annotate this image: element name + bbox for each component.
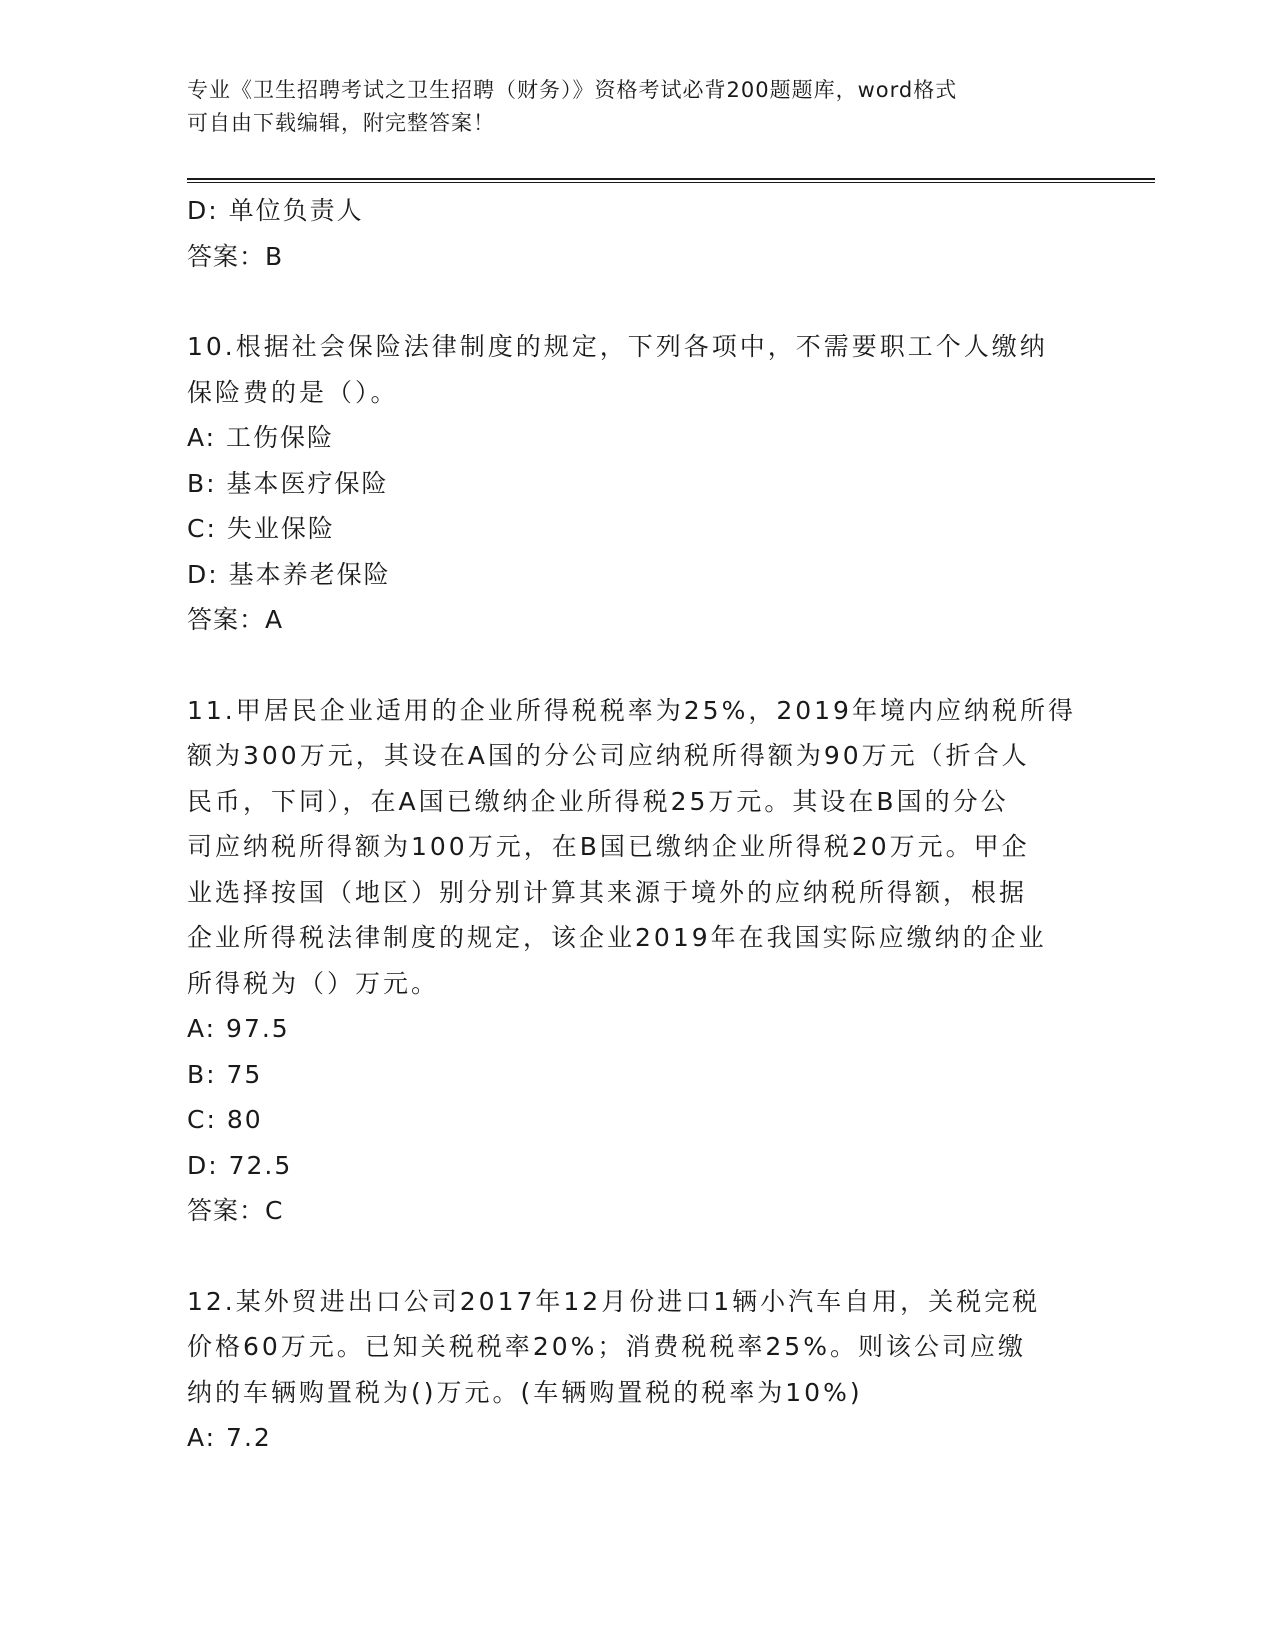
page-header <box>187 74 1067 140</box>
option-c: C: 失业保险 <box>187 514 335 543</box>
option-a: A: 工伤保险 <box>187 423 335 452</box>
question-text <box>187 324 1087 415</box>
spacer <box>187 1234 1087 1279</box>
question-line: 业选择按国（地区）别分别计算其来源于境外的应纳税所得额，根据 <box>187 877 1028 907</box>
header-divider <box>187 178 1155 183</box>
question-line: 10.根据社会保险法律制度的规定，下列各项中，不需要职工个人缴纳 <box>187 332 1048 361</box>
question-12 <box>187 1279 1087 1461</box>
option-a: A: 7.2 <box>187 1423 272 1452</box>
option-b: B: 75 <box>187 1059 263 1089</box>
answer-line: 答案：B <box>187 241 284 271</box>
question-line: 民币，下同），在A国已缴纳企业所得税25万元。其设在B国的分公 <box>187 786 1009 816</box>
option-a: A: 97.5 <box>187 1014 290 1043</box>
header-line-2: 可自由下载编辑，附完整答案！ <box>187 111 495 135</box>
question-line: 保险费的是（）。 <box>187 377 399 407</box>
option-b: B: 基本医疗保险 <box>187 468 389 498</box>
spacer <box>187 643 1087 688</box>
answer-line: 答案：C <box>187 1196 284 1225</box>
question-line: 11.甲居民企业适用的企业所得税税率为25%，2019年境内应纳税所得 <box>187 695 1076 725</box>
question-text <box>187 1279 1087 1416</box>
spacer <box>187 279 1087 324</box>
question-line: 所得税为（）万元。 <box>187 968 440 998</box>
question-line: 纳的车辆购置税为()万元。(车辆购置税的税率为10%) <box>187 1377 863 1407</box>
question-line: 司应纳税所得额为100万元，在B国已缴纳企业所得税20万元。甲企 <box>187 832 1030 861</box>
question-line: 价格60万元。已知关税税率20%；消费税税率25%。则该公司应缴 <box>187 1332 1026 1361</box>
question-line: 企业所得税法律制度的规定，该企业2019年在我国实际应缴纳的企业 <box>187 923 1047 952</box>
header-line-1: 专业《卫生招聘考试之卫生招聘（财务）》资格考试必背200题题库，word格式 <box>187 78 958 102</box>
question-line: 额为300万元，其设在A国的分公司应纳税所得额为90万元（折合人 <box>187 741 1030 770</box>
answer-line: 答案：A <box>187 605 284 634</box>
option-d: D: 单位负责人 <box>187 196 364 225</box>
option-d: D: 基本养老保险 <box>187 559 391 589</box>
question-11 <box>187 688 1087 1234</box>
option-d: D: 72.5 <box>187 1150 293 1180</box>
document-body <box>187 188 1087 1461</box>
question-line: 12.某外贸进出口公司2017年12月份进口1辆小汽车自用，关税完税 <box>187 1286 1041 1316</box>
question-text <box>187 688 1087 1007</box>
option-c: C: 80 <box>187 1105 263 1134</box>
question-9-tail <box>187 188 1087 279</box>
question-10 <box>187 324 1087 643</box>
